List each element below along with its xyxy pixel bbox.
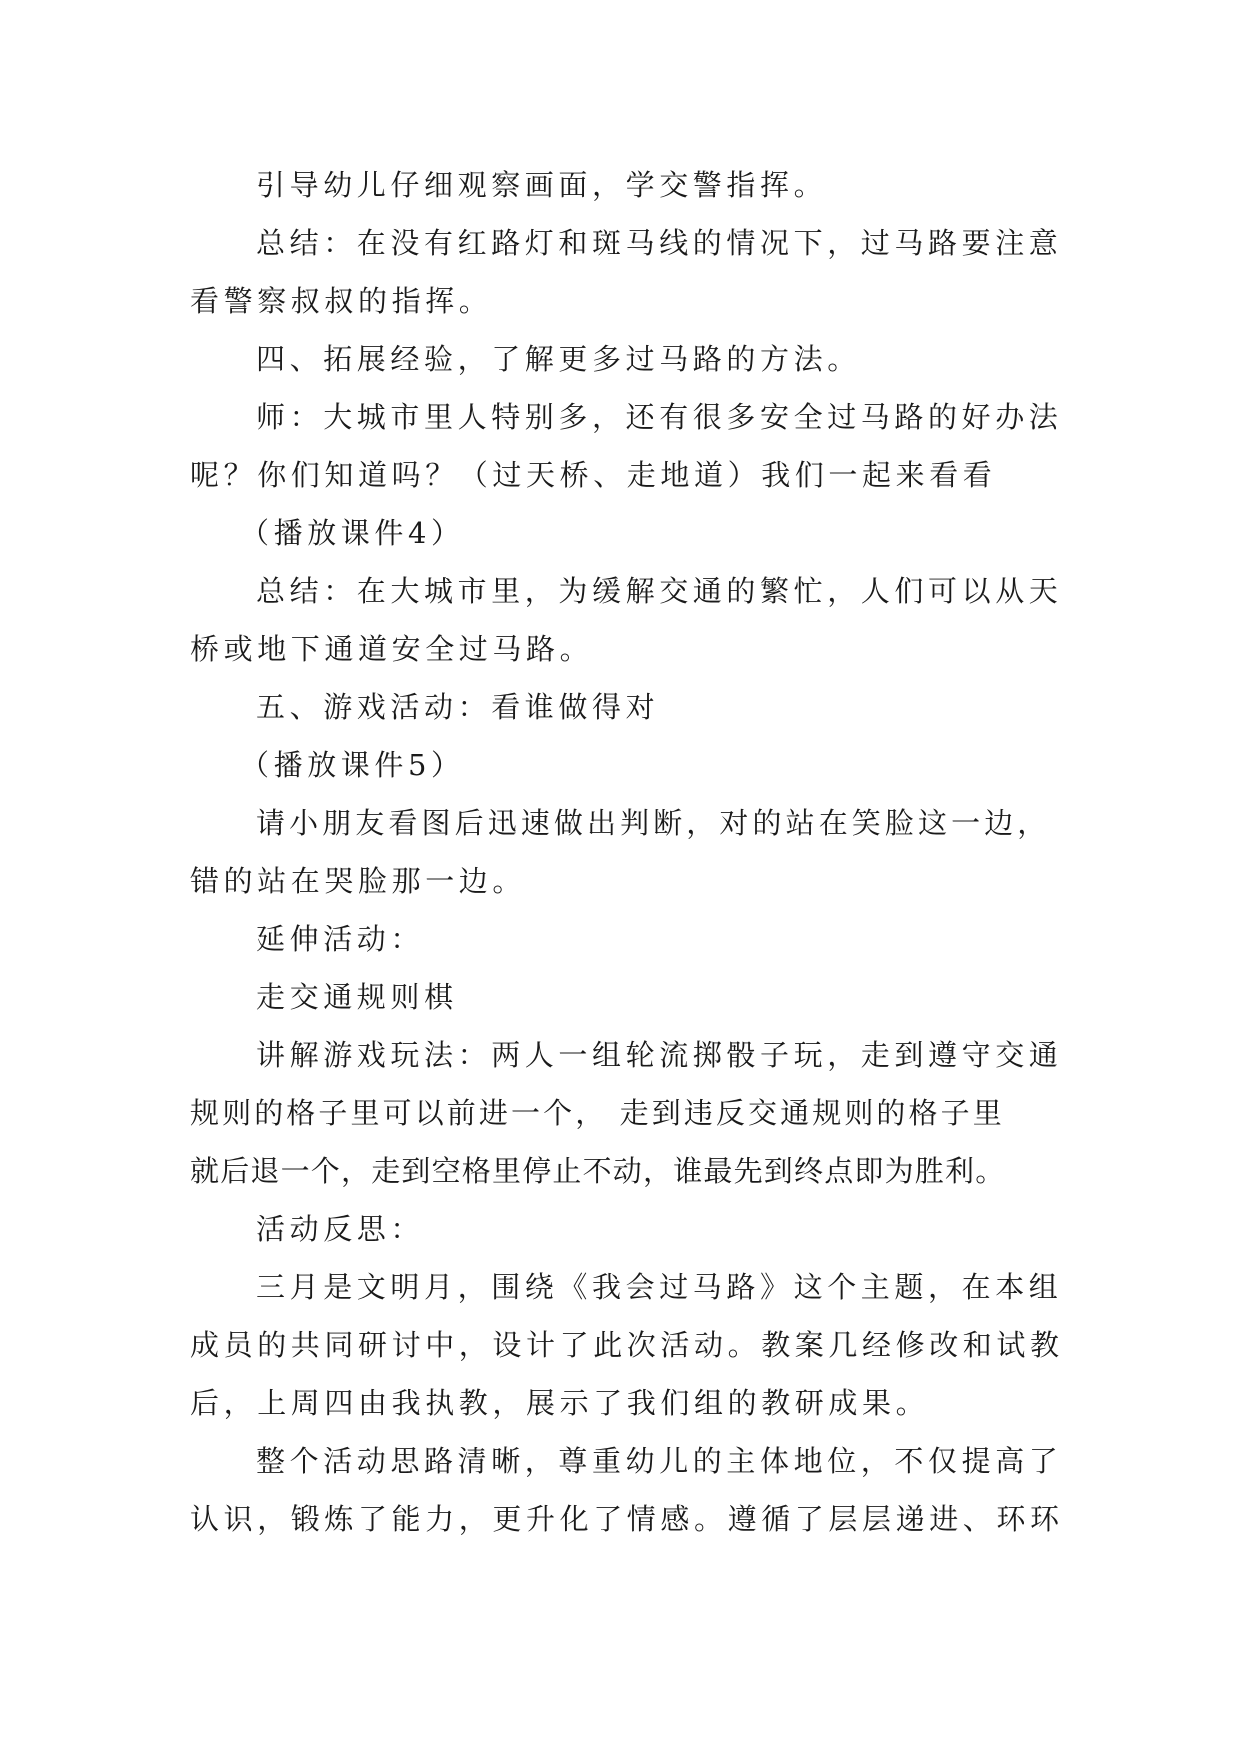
paragraph-line: 三月是文明月，围绕《我会过马路》这个主题，在本组 <box>256 1270 1063 1304</box>
section-heading: 活动反思： <box>256 1212 425 1246</box>
paragraph-line: 总结：在大城市里，为缓解交通的繁忙，人们可以从天 <box>256 574 1063 608</box>
paragraph-line: 后，上周四由我执教，展示了我们组的教研成果。 <box>190 1386 930 1420</box>
paragraph-line: （播放课件4） <box>240 516 465 550</box>
paragraph-line: 引导幼儿仔细观察画面，学交警指挥。 <box>256 168 828 202</box>
paragraph-line: 讲解游戏玩法：两人一组轮流掷骰子玩，走到遵守交通 <box>256 1038 1063 1072</box>
paragraph-line: 成员的共同研讨中，设计了此次活动。教案几经修改和试教 <box>190 1328 1064 1362</box>
paragraph-line: 走交通规则棋 <box>256 980 458 1014</box>
paragraph-line: 错的站在哭脸那一边。 <box>190 864 527 898</box>
paragraph-line: 就后退一个，走到空格里停止不动，谁最先到终点即为胜利。 <box>190 1154 1006 1188</box>
paragraph-line: 认识，锻炼了能力，更升化了情感。遵循了层层递进、环环 <box>190 1502 1064 1536</box>
paragraph-line: 规则的格子里可以前进一个， 走到违反交通规则的格子里 <box>190 1096 1005 1130</box>
paragraph-line: 看警察叔叔的指挥。 <box>190 284 493 318</box>
paragraph-line: 总结：在没有红路灯和斑马线的情况下，过马路要注意 <box>256 226 1063 260</box>
paragraph-line: （播放课件5） <box>240 748 465 782</box>
paragraph-line: 请小朋友看图后迅速做出判断，对的站在笑脸这一边， <box>256 806 1051 840</box>
paragraph-line: 桥或地下通道安全过马路。 <box>190 632 594 666</box>
section-heading: 五、游戏活动：看谁做得对 <box>256 690 660 724</box>
paragraph-line: 整个活动思路清晰，尊重幼儿的主体地位，不仅提高了 <box>256 1444 1063 1478</box>
section-heading: 延伸活动： <box>256 922 425 956</box>
section-heading: 四、拓展经验，了解更多过马路的方法。 <box>256 342 861 376</box>
paragraph-line: 呢？你们知道吗？（过天桥、走地道）我们一起来看看 <box>190 458 997 492</box>
paragraph-line: 师：大城市里人特别多，还有很多安全过马路的好办法 <box>256 400 1063 434</box>
